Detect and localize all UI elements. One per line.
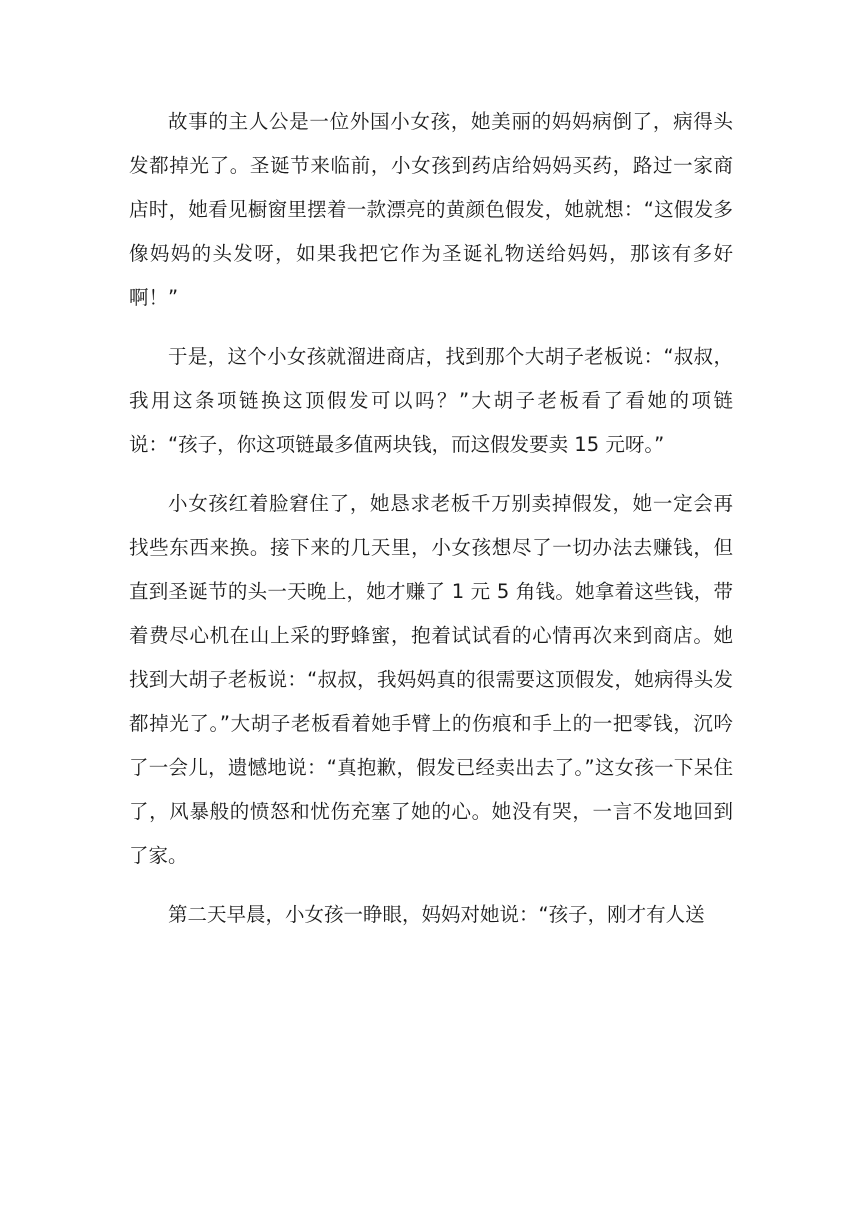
paragraph-4: 第二天早晨，小女孩一睁眼，妈妈对她说：“孩子，刚才有人送 [168,903,705,926]
paragraph-1: 故事的主人公是一位外国小女孩，她美丽的妈妈病倒了，病得头发都掉光了。圣诞节来临前，小女孩到药店给妈妈买药，路过一家商店时，她看见橱窗里摆着一款漂亮的黄颜色假发，她就想：“这假发多像妈妈的头发呀，如果我把它作为圣诞礼物送给妈妈，那该有多好啊！” [129,110,733,309]
article-body [129,100,733,952]
paragraph-3: 小女孩红着脸窘住了，她恳求老板千万别卖掉假发，她一定会再找些东西来换。接下来的几天里，小女孩想尽了一切办法去赚钱，但直到圣诞节的头一天晚上，她才赚了 1 元 5 角钱。她拿着这些钱，带着费尽心机在山上采的野蜂蜜，抱着试试看的心情再次来到商店。她找到大胡子老板说：“叔叔，我妈妈真的很需要这顶假发，她病得头发都掉光了。”大胡子老板看着她手臂上的伤痕和手上的一把零钱，沉吟了一会儿，遗憾地说：“真抱歉，假发已经卖出去了。”这女孩一下呆住了，风暴般的愤怒和忧伤充塞了她的心。她没有哭，一言不发地回到了家。 [129,492,733,867]
paragraph-2: 于是，这个小女孩就溜进商店，找到那个大胡子老板说：“叔叔，我用这条项链换这顶假发可以吗？”大胡子老板看了看她的项链说：“孩子，你这项链最多值两块钱，而这假发要卖 15 元呀。” [129,345,733,456]
